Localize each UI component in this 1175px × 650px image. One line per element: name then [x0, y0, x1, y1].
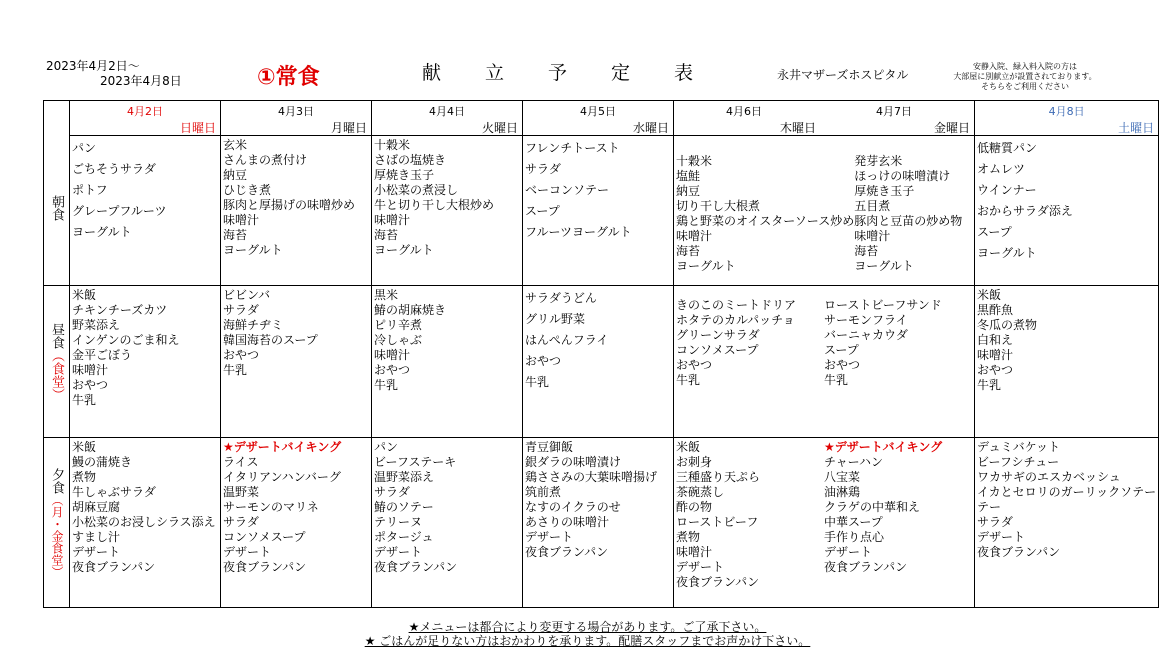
menu-item: ★デザートバイキング	[223, 440, 342, 454]
menu-item: 五目煮	[854, 199, 891, 213]
menu-item: 味噌汁	[676, 229, 713, 243]
menu-item: すまし汁	[72, 530, 121, 544]
dinner-sun	[70, 438, 221, 608]
day-weekday: 土曜日	[1118, 121, 1155, 135]
breakfast-tue	[372, 136, 523, 286]
menu-item: 鰆の胡麻焼き	[374, 303, 447, 317]
day-date: 4月3日	[278, 105, 314, 118]
menu-item: 海苔	[374, 228, 399, 242]
menu-item: 冷しゃぶ	[374, 333, 423, 347]
menu-item: サラダ	[977, 515, 1013, 529]
menu-item: スープ	[977, 225, 1012, 239]
menu-item: ビーフステーキ	[374, 455, 457, 469]
menu-item: おやつ	[676, 358, 713, 372]
notice-text	[936, 62, 1114, 92]
notice-line: 大部屋に別献立が設置されております。	[953, 72, 1097, 81]
menu-item: ビビンバ	[223, 288, 271, 302]
menu-item: 牛乳	[676, 373, 701, 387]
menu-item: デュミバケット	[977, 440, 1061, 454]
menu-item: サラダうどん	[525, 291, 597, 305]
menu-item: 味噌汁	[374, 213, 411, 227]
date-from: 2023年4月2日～	[46, 59, 140, 73]
menu-item: デザート	[223, 545, 272, 559]
notice-line: 安静入院、緑入料入院の方は	[973, 62, 1077, 71]
menu-item: パン	[72, 141, 97, 155]
day-header-wed	[523, 101, 674, 136]
menu-item: おやつ	[374, 363, 411, 377]
menu-item: ポタージュ	[374, 530, 434, 544]
menu-item: 夜食ブランパン	[676, 575, 760, 589]
menu-item: あさりの味噌汁	[525, 515, 610, 529]
menu-item: 牛乳	[525, 375, 550, 389]
menu-item: 酢の物	[676, 500, 713, 514]
menu-item: 牛乳	[824, 373, 849, 387]
menu-item: デザート	[72, 545, 121, 559]
menu-item: ライス	[223, 455, 259, 469]
menu-item: 夜食ブランパン	[374, 560, 458, 574]
menu-item: 牛と切り干し大根炒め	[374, 198, 495, 212]
menu-item: 銀ダラの味噌漬け	[525, 455, 622, 469]
menu-item: はんぺんフライ	[525, 333, 609, 347]
menu-item: 中華スープ	[824, 515, 883, 529]
menu-item: フレンチトースト	[525, 141, 620, 155]
menu-item: 三種盛り天ぷら	[676, 470, 761, 484]
menu-item: グリーンサラダ	[676, 328, 760, 342]
menu-item: グレープフルーツ	[72, 204, 167, 218]
menu-item: 厚焼き玉子	[374, 168, 435, 182]
dinner-thu-fri	[674, 438, 975, 608]
menu-item: 黒酢魚	[977, 303, 1014, 317]
menu-item: なすのイクラのせ	[525, 500, 621, 514]
menu-item: 八宝菜	[824, 470, 861, 484]
day-weekday: 木曜日	[779, 121, 816, 135]
menu-item: 低糖質パン	[977, 141, 1038, 155]
breakfast-sun	[70, 136, 221, 286]
menu-item: 茶碗蒸し	[676, 485, 725, 499]
menu-item: 味噌汁	[977, 348, 1014, 362]
day-weekday: 火曜日	[481, 121, 518, 135]
menu-item: ホタテのカルパッチョ	[676, 313, 795, 327]
day-date: 4月5日	[580, 105, 616, 118]
lunch-label	[44, 286, 70, 438]
menu-item: ヨーグルト	[72, 225, 132, 239]
meal-label-text: 昼食	[49, 322, 64, 349]
menu-item: 鶏と野菜のオイスターソース炒め	[676, 214, 855, 228]
date-range	[46, 59, 182, 89]
menu-item: 冬瓜の煮物	[977, 318, 1038, 332]
menu-item: ヨーグルト	[374, 243, 434, 257]
day-date: 4月4日	[429, 105, 465, 118]
breakfast-thu	[676, 138, 854, 274]
menu-item: サラダ	[525, 162, 561, 176]
corner-cell	[44, 101, 70, 136]
menu-item: 納豆	[223, 168, 248, 182]
dinner-sat	[975, 438, 1159, 608]
menu-item: 味噌汁	[854, 229, 891, 243]
menu-item: 米飯	[977, 288, 1002, 302]
dinner-label	[44, 438, 70, 608]
menu-item: 油淋鶏	[824, 485, 861, 499]
menu-item: ワカサギのエスカベッシュ	[977, 470, 1121, 484]
menu-item: 味噌汁	[374, 348, 411, 362]
meal-label-text: 夕食	[49, 467, 64, 494]
notice-line: そちらをご利用ください	[981, 82, 1069, 91]
menu-item: 海苔	[854, 244, 879, 258]
day-header-mon	[221, 101, 372, 136]
date-to: 2023年4月8日	[100, 74, 182, 88]
menu-item: ★デザートバイキング	[824, 440, 943, 454]
menu-item: おやつ	[72, 378, 109, 392]
lunch-thu	[676, 288, 824, 388]
lunch-mon	[221, 286, 372, 438]
menu-item: デザート	[676, 560, 725, 574]
breakfast-mon	[221, 136, 372, 286]
menu-item: きのこのミートドリア	[676, 298, 797, 312]
day-date: 4月6日	[726, 105, 762, 118]
day-date: 4月8日	[1048, 105, 1085, 118]
dinner-fri	[824, 440, 972, 590]
meal-label-text: （食堂）	[49, 348, 64, 401]
menu-item: 小松菜の煮浸し	[374, 183, 459, 197]
menu-item: おやつ	[223, 348, 260, 362]
menu-item: 夜食ブランパン	[824, 560, 908, 574]
menu-item: 煮物	[72, 470, 97, 484]
menu-item: インゲンのごま和え	[72, 333, 180, 347]
menu-item: 米飯	[676, 440, 701, 454]
menu-item: クラゲの中華和え	[824, 500, 921, 514]
menu-item: お刺身	[676, 455, 713, 469]
menu-item: 温野菜添え	[374, 470, 435, 484]
menu-item: ごちそうサラダ	[72, 162, 156, 176]
footer-note-2	[0, 632, 1175, 649]
menu-item: 海苔	[223, 228, 248, 242]
menu-item: 手作り点心	[824, 530, 885, 544]
breakfast-wed	[523, 136, 674, 286]
menu-item: デザート	[525, 530, 574, 544]
day-date: 4月2日	[127, 105, 163, 118]
menu-item: 鰆のソテー	[374, 500, 434, 514]
menu-item: 牛乳	[72, 393, 97, 407]
menu-item: フルーツヨーグルト	[525, 225, 632, 239]
menu-item: バーニャカウダ	[824, 328, 908, 342]
menu-item: 煮物	[676, 530, 701, 544]
menu-item: 胡麻豆腐	[72, 500, 121, 514]
menu-item: 味噌汁	[72, 363, 109, 377]
menu-item: ヨーグルト	[223, 243, 283, 257]
hospital-name: 永井マザーズホスピタル	[777, 68, 909, 82]
menu-item: テリーヌ	[374, 515, 423, 529]
day-header-sun	[70, 101, 221, 136]
menu-item: コンソメスープ	[223, 530, 306, 544]
menu-item: 納豆	[676, 184, 701, 198]
menu-item: パン	[374, 440, 399, 454]
menu-item: 温野菜	[223, 485, 260, 499]
day-weekday: 月曜日	[330, 121, 367, 135]
menu-item: 牛しゃぶサラダ	[72, 485, 156, 499]
dinner-wed	[523, 438, 674, 608]
menu-item: 牛乳	[223, 363, 248, 377]
menu-item: デザート	[977, 530, 1026, 544]
menu-item: グリル野菜	[525, 312, 586, 326]
menu-item: 牛乳	[374, 378, 399, 392]
menu-item: 野菜添え	[72, 318, 121, 332]
menu-item: 白和え	[977, 333, 1014, 347]
day-header-tue	[372, 101, 523, 136]
day-date: 4月7日	[876, 105, 912, 118]
menu-item: 十穀米	[374, 138, 411, 152]
menu-item: 夜食ブランパン	[977, 545, 1061, 559]
menu-item: 筑前煮	[525, 485, 562, 499]
menu-item: サーモンフライ	[824, 313, 908, 327]
footer-text: ★メニューは都合により変更する場合があります。ご了承下さい。	[408, 620, 767, 634]
menu-item: 鰻の蒲焼き	[72, 455, 133, 469]
menu-item: 黒米	[374, 288, 399, 302]
day-weekday: 水曜日	[632, 121, 669, 135]
lunch-wed	[523, 286, 674, 438]
menu-item: 米飯	[72, 288, 97, 302]
lunch-tue	[372, 286, 523, 438]
menu-item: おやつ	[977, 363, 1014, 377]
menu-item: 塩鮭	[676, 169, 701, 183]
breakfast-sat	[975, 136, 1159, 286]
menu-item: 米飯	[72, 440, 97, 454]
menu-item: ポトフ	[72, 183, 108, 197]
day-header-sat	[975, 101, 1159, 136]
lunch-sun	[70, 286, 221, 438]
menu-item: 玄米	[223, 138, 248, 152]
menu-item: イタリアンハンバーグ	[223, 470, 341, 484]
menu-item: テー	[977, 500, 1002, 514]
menu-item: スープ	[525, 204, 560, 218]
menu-item: 切り干し大根煮	[676, 199, 761, 213]
dinner-mon	[221, 438, 372, 608]
menu-item: 厚焼き玉子	[854, 184, 915, 198]
menu-item: 夜食ブランパン	[223, 560, 307, 574]
menu-item: 海鮮チヂミ	[223, 318, 284, 332]
menu-type-label: ①常食	[257, 65, 320, 90]
menu-item: 韓国海苔のスープ	[223, 333, 318, 347]
menu-item: ローストビーフ	[676, 515, 759, 529]
menu-item: 十穀米	[676, 154, 713, 168]
menu-item: コンソメスープ	[676, 343, 759, 357]
menu-item: 海苔	[676, 244, 701, 258]
menu-item: ウインナー	[977, 183, 1037, 197]
menu-item: おやつ	[824, 358, 861, 372]
menu-item: 発芽玄米	[854, 154, 903, 168]
lunch-fri	[824, 288, 972, 388]
menu-item: 鶏ささみの大葉味噌揚げ	[525, 470, 658, 484]
dinner-tue	[372, 438, 523, 608]
menu-item: ヨーグルト	[977, 246, 1037, 260]
menu-item: デザート	[374, 545, 423, 559]
menu-table	[43, 100, 1159, 608]
menu-item: おからサラダ添え	[977, 204, 1073, 218]
menu-item: 夜食ブランパン	[72, 560, 156, 574]
breakfast-fri	[854, 138, 972, 274]
menu-item: さんまの煮付け	[223, 153, 308, 167]
menu-item: 金平ごぼう	[72, 348, 133, 362]
menu-item: さばの塩焼き	[374, 153, 447, 167]
menu-item: 小松菜のお浸しシラス添え	[72, 515, 216, 529]
lunch-thu-fri	[674, 286, 975, 438]
menu-item: 牛乳	[977, 378, 1002, 392]
menu-item: チャーハン	[824, 455, 884, 469]
menu-item: 味噌汁	[676, 545, 713, 559]
menu-item: 豚肉と豆苗の炒め物	[854, 214, 963, 228]
menu-item: 味噌汁	[223, 213, 260, 227]
menu-item: ビーフシチュー	[977, 455, 1060, 469]
menu-item: サラダ	[223, 515, 259, 529]
day-weekday: 金曜日	[933, 121, 970, 135]
menu-item: ヨーグルト	[854, 259, 914, 273]
menu-item: チキンチーズカツ	[72, 303, 168, 317]
menu-item: オムレツ	[977, 162, 1026, 176]
menu-item: サラダ	[223, 303, 259, 317]
menu-item: ひじき煮	[223, 183, 272, 197]
menu-item: 豚肉と厚揚げの味噌炒め	[223, 198, 356, 212]
meal-label-text: （月・金食堂）	[50, 493, 64, 578]
day-header-thu-fri	[674, 101, 975, 136]
menu-item: 青豆御飯	[525, 440, 574, 454]
breakfast-thu-fri	[674, 136, 975, 286]
menu-item: おやつ	[525, 354, 562, 368]
breakfast-label	[44, 136, 70, 286]
menu-item: ピリ辛煮	[374, 318, 423, 332]
footer-text: ★ ごはんが足りない方はおかわりを承ります。配膳スタッフまでお声かけ下さい。	[364, 634, 811, 648]
menu-item: デザート	[824, 545, 873, 559]
page-title: 献立予定表	[422, 62, 738, 84]
menu-item: ヨーグルト	[676, 259, 736, 273]
meal-label-text: 朝食	[49, 195, 64, 222]
menu-item: サラダ	[374, 485, 410, 499]
menu-item: 夜食ブランパン	[525, 545, 609, 559]
menu-item: ローストビーフサンド	[824, 298, 942, 312]
lunch-sat	[975, 286, 1159, 438]
menu-item: スープ	[824, 343, 859, 357]
menu-item: ほっけの味噌漬け	[854, 169, 951, 183]
dinner-thu	[676, 440, 824, 590]
menu-item: サーモンのマリネ	[223, 500, 319, 514]
menu-item: イカとセロリのガーリックソテー	[977, 485, 1157, 499]
day-weekday: 日曜日	[179, 121, 216, 135]
menu-item: ベーコンソテー	[525, 183, 610, 197]
